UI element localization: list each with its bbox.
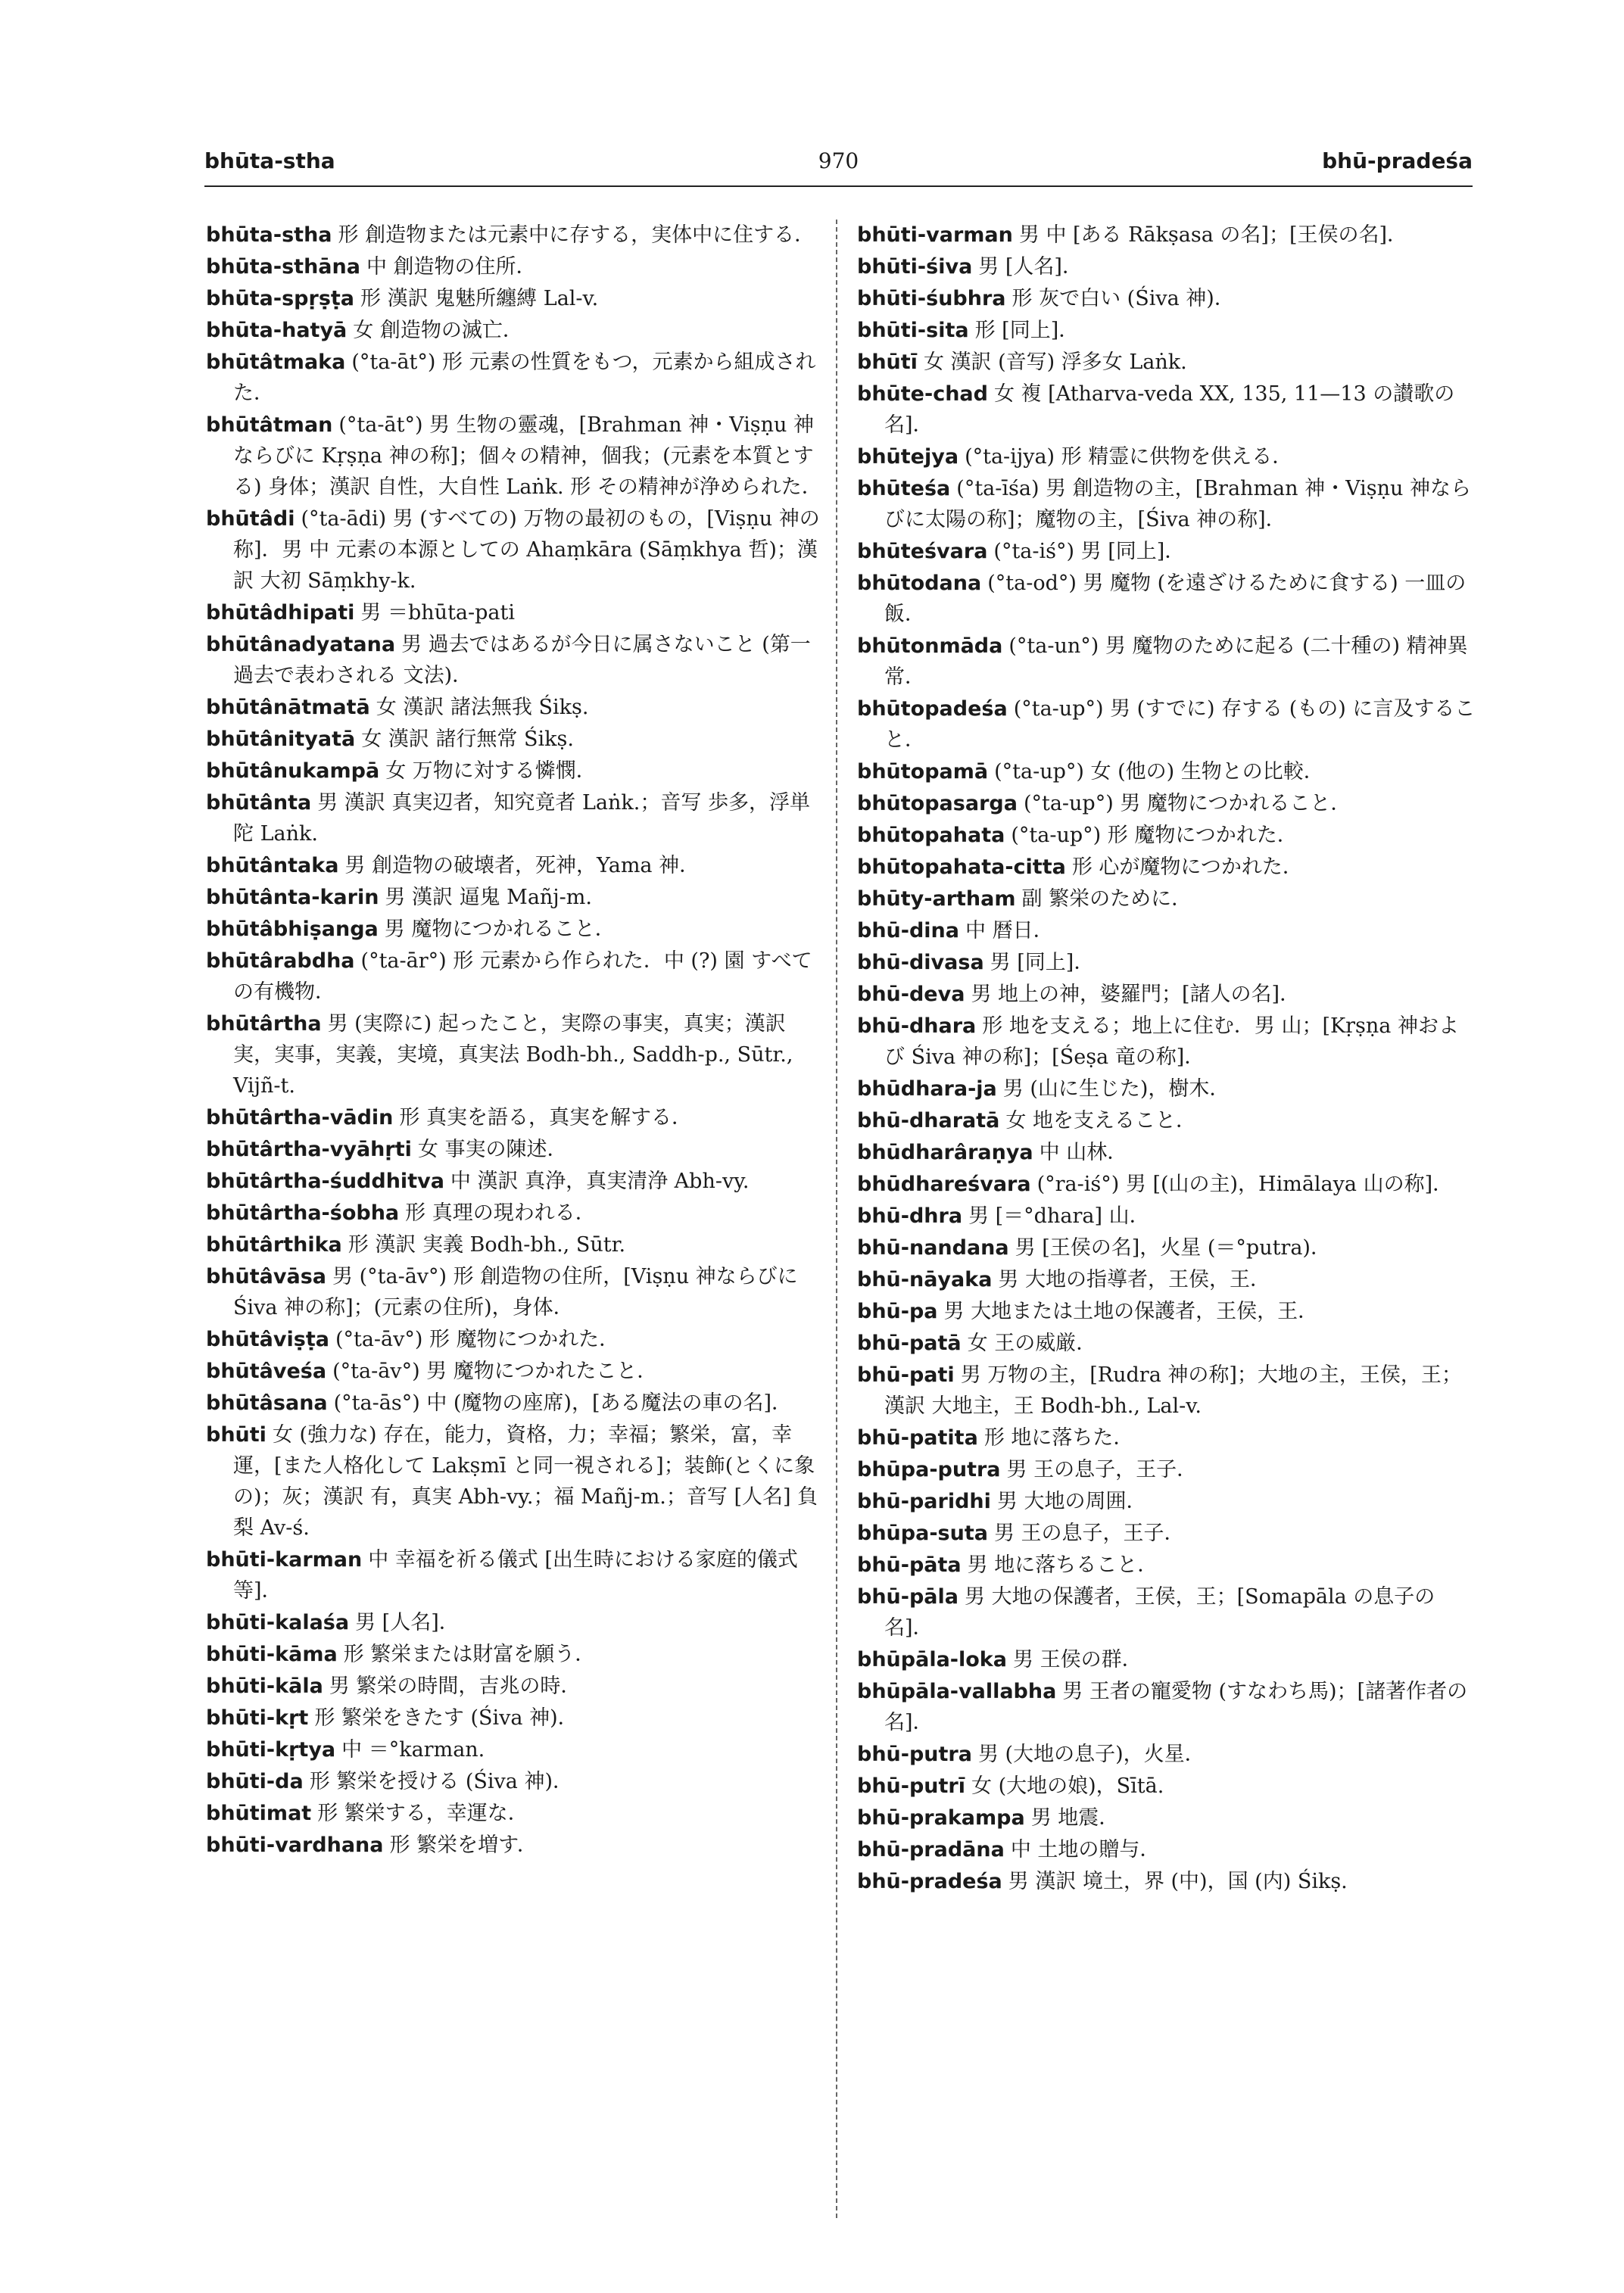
dictionary-entry bbox=[857, 1073, 1478, 1104]
dictionary-entry bbox=[206, 1766, 827, 1797]
dictionary-entry bbox=[857, 915, 1478, 946]
dictionary-entry bbox=[206, 946, 827, 1008]
dictionary-entry bbox=[206, 1703, 827, 1734]
entry-headword: bhūdharâraṇya bbox=[857, 1141, 1033, 1164]
entry-headword: bhūtâsana bbox=[206, 1391, 328, 1415]
entry-headword: bhūdhareśvara bbox=[857, 1173, 1031, 1196]
entry-headword: bhūtī bbox=[857, 350, 918, 374]
entry-headword: bhū-dhra bbox=[857, 1204, 963, 1228]
entry-definition: 男 地に落ちること． bbox=[967, 1553, 1158, 1577]
entry-definition: 男 王の息子，王子． bbox=[1006, 1458, 1198, 1481]
entry-headword: bhūtimat bbox=[206, 1802, 312, 1825]
dictionary-entry bbox=[206, 1830, 827, 1861]
entry-headword: bhūtodana bbox=[857, 572, 982, 595]
entry-headword: bhūte-chad bbox=[857, 382, 988, 406]
dictionary-entry bbox=[857, 820, 1478, 851]
entry-definition: (°ta-up°) 男 魔物につかれること． bbox=[1023, 792, 1351, 815]
entry-definition: 形 繁栄を増す． bbox=[389, 1833, 538, 1857]
entry-headword: bhūtântaka bbox=[206, 854, 339, 877]
left-column bbox=[206, 220, 827, 1862]
dictionary-entry bbox=[857, 1264, 1478, 1295]
entry-definition: (°ta-un°) 男 魔物のために起る (二十種の) 精神異常． bbox=[884, 634, 1468, 689]
page-number: 970 bbox=[818, 148, 859, 173]
entry-definition: 女 漢訳 諸法無我 Śikṣ. bbox=[376, 696, 589, 719]
dictionary-entry bbox=[206, 220, 827, 251]
entry-definition: 男 魔物につかれること． bbox=[384, 918, 616, 941]
entry-definition: 男 [同上]． bbox=[990, 951, 1095, 974]
entry-definition: 男 漢訳 逼鬼 Mañj-m. bbox=[385, 886, 592, 909]
entry-definition: 副 繁栄のために． bbox=[1021, 887, 1192, 911]
dictionary-entry bbox=[857, 1454, 1478, 1485]
dictionary-entry bbox=[206, 315, 827, 346]
entry-headword: bhūtâviṣṭa bbox=[206, 1328, 329, 1351]
entry-definition: 女 漢訳 (音写) 浮多女 Laṅk. bbox=[923, 350, 1187, 374]
entry-definition: 男 [人名]． bbox=[355, 1611, 460, 1634]
entry-definition: 形 繁栄する，幸運な． bbox=[317, 1802, 528, 1825]
entry-definition: 男 地震． bbox=[1030, 1806, 1120, 1830]
entry-definition: 形 地を支える；地上に住む．男 山；[Kṛṣṇa 神および Śiva 神の称]；[Śeṣa 竜の称]． bbox=[884, 1014, 1459, 1069]
dictionary-entry bbox=[206, 1166, 827, 1197]
dictionary-entry bbox=[206, 1544, 827, 1606]
entry-definition: (°ta-āv°) 男 魔物につかれたこと． bbox=[332, 1360, 658, 1383]
dictionary-entry bbox=[857, 347, 1478, 378]
entry-definition: 形 繁栄を授ける (Śiva 神)． bbox=[309, 1770, 573, 1793]
entry-headword: bhūpa-suta bbox=[857, 1522, 988, 1545]
entry-headword: bhūti-varman bbox=[857, 223, 1013, 247]
entry-definition: 中 幸福を祈る儀式 [出生時における家庭的儀式等]． bbox=[233, 1548, 798, 1603]
entry-definition: 中 漢訳 真浄，真実清浄 Abh-vy. bbox=[450, 1170, 750, 1193]
dictionary-entry bbox=[206, 410, 827, 503]
dictionary-entry bbox=[206, 1008, 827, 1101]
guide-word-left: bhūta-stha bbox=[204, 148, 335, 173]
dictionary-entry bbox=[857, 473, 1478, 535]
entry-headword: bhū-dina bbox=[857, 919, 959, 942]
right-column bbox=[857, 220, 1478, 1898]
entry-headword: bhūti bbox=[206, 1423, 267, 1447]
dictionary-entry bbox=[857, 441, 1478, 472]
entry-headword: bhūtâvāsa bbox=[206, 1265, 327, 1288]
dictionary-entry bbox=[857, 1866, 1478, 1897]
entry-definition: 女 創造物の滅亡． bbox=[353, 319, 523, 342]
entry-definition: 男 大地の保護者，王侯，王；[Somapāla の息子の名]． bbox=[884, 1585, 1435, 1640]
entry-definition: 中 山林． bbox=[1039, 1141, 1128, 1164]
entry-definition: 形 繁栄または財富を願う． bbox=[343, 1643, 596, 1666]
entry-headword: bhūpāla-vallabha bbox=[857, 1680, 1057, 1703]
entry-headword: bhūdhara-ja bbox=[857, 1077, 997, 1101]
entry-headword: bhū-paridhi bbox=[857, 1490, 991, 1513]
entry-headword: bhūtânātmatā bbox=[206, 696, 370, 719]
entry-definition: 中 創造物の住所． bbox=[366, 255, 537, 279]
dictionary-entry bbox=[857, 283, 1478, 314]
dictionary-entry bbox=[857, 1834, 1478, 1865]
entry-definition: 男 大地の周囲． bbox=[996, 1490, 1147, 1513]
dictionary-entry bbox=[206, 347, 827, 409]
entry-definition: (°ta-up°) 形 魔物につかれた． bbox=[1011, 824, 1298, 847]
dictionary-entry bbox=[206, 1734, 827, 1765]
entry-headword: bhūtânta bbox=[206, 791, 312, 815]
entry-headword: bhūtâveśa bbox=[206, 1360, 327, 1383]
entry-headword: bhū-pradeśa bbox=[857, 1870, 1002, 1893]
entry-definition: 男 [＝°dhara] 山． bbox=[968, 1204, 1150, 1228]
entry-definition: 女 (大地の娘)，Sītā. bbox=[971, 1774, 1164, 1798]
entry-definition: 男 地上の神，婆羅門；[諸人の名]． bbox=[971, 983, 1301, 1006]
entry-definition: 女 万物に対する憐憫． bbox=[385, 759, 597, 783]
dictionary-entry bbox=[857, 631, 1478, 693]
entry-headword: bhūtâbhiṣanga bbox=[206, 918, 379, 941]
dictionary-entry bbox=[206, 756, 827, 787]
entry-headword: bhū-dhara bbox=[857, 1014, 977, 1038]
entry-headword: bhūti-kāma bbox=[206, 1643, 338, 1666]
entry-headword: bhūta-hatyā bbox=[206, 319, 348, 342]
entry-definition: 男 [王侯の名]，火星 (＝°putra)． bbox=[1015, 1236, 1331, 1260]
dictionary-entry bbox=[206, 283, 827, 314]
dictionary-entry bbox=[857, 568, 1478, 630]
dictionary-entry bbox=[857, 1739, 1478, 1770]
dictionary-entry bbox=[857, 220, 1478, 251]
entry-headword: bhū-prakampa bbox=[857, 1806, 1025, 1830]
entry-headword: bhūtânadyatana bbox=[206, 633, 396, 656]
entry-headword: bhūtânukampā bbox=[206, 759, 380, 783]
entry-headword: bhūtejya bbox=[857, 445, 959, 469]
entry-definition: 男 (山に生じた)，樹木． bbox=[1002, 1077, 1230, 1101]
dictionary-entry bbox=[857, 883, 1478, 914]
entry-headword: bhūtopasarga bbox=[857, 792, 1018, 815]
dictionary-entry bbox=[206, 882, 827, 913]
dictionary-entry bbox=[857, 1802, 1478, 1833]
entry-headword: bhūtopamā bbox=[857, 760, 989, 784]
entry-headword: bhūtârtha-vādin bbox=[206, 1106, 394, 1129]
entry-definition: 男 王侯の群． bbox=[1012, 1648, 1142, 1671]
dictionary-entry bbox=[206, 1639, 827, 1670]
entry-definition: 女 事実の陳述． bbox=[417, 1138, 568, 1161]
entry-headword: bhū-pradāna bbox=[857, 1838, 1005, 1862]
entry-definition: 男 大地または土地の保護者，王侯，王． bbox=[943, 1300, 1319, 1323]
dictionary-entry bbox=[857, 1644, 1478, 1675]
entry-definition: (°ra-iś°) 男 [(山の主)，Himālaya 山の称]． bbox=[1036, 1173, 1454, 1196]
column-divider bbox=[836, 220, 837, 2218]
dictionary-entry bbox=[206, 1671, 827, 1702]
dictionary-entry bbox=[857, 1360, 1478, 1422]
entry-definition: 男 漢訳 境土，界 (中)，国 (内) Śikṣ. bbox=[1008, 1870, 1348, 1893]
entry-definition: 男 中 [ある Rākṣasa の名]；[王侯の名]． bbox=[1018, 223, 1408, 247]
entry-definition: 形 真理の現われる． bbox=[405, 1201, 596, 1225]
entry-headword: bhū-divasa bbox=[857, 951, 984, 974]
entry-headword: bhū-putra bbox=[857, 1743, 972, 1766]
dictionary-entry bbox=[857, 1550, 1478, 1581]
entry-headword: bhūtâtmaka bbox=[206, 350, 346, 374]
entry-definition: 女 複 [Atharva-veda XX, 135, 11—13 の讃歌の名]． bbox=[884, 382, 1455, 437]
entry-definition: 女 漢訳 諸行無常 Śikṣ. bbox=[361, 727, 574, 751]
entry-definition: (°ta-ādi) 男 (すべての) 万物の最初のもの，[Viṣṇu 神の称]．男 中 元素の本源としての Ahaṃkāra (Sāṃkhya 哲)；漢訳 大初 Sāṃkhy-k. bbox=[233, 507, 820, 593]
dictionary-entry bbox=[857, 1169, 1478, 1200]
entry-headword: bhūti-da bbox=[206, 1770, 304, 1793]
dictionary-entry bbox=[857, 1771, 1478, 1802]
entry-headword: bhūteśa bbox=[857, 477, 951, 500]
entry-definition: 男 王の息子，王子． bbox=[993, 1522, 1185, 1545]
entry-headword: bhūti-kalaśa bbox=[206, 1611, 350, 1634]
dictionary-entry bbox=[857, 979, 1478, 1010]
entry-definition: 男 (°ta-āv°) 形 創造物の住所，[Viṣṇu 神ならびに Śiva 神の称]；(元素の住所)，身体． bbox=[233, 1265, 798, 1319]
entry-headword: bhūty-artham bbox=[857, 887, 1016, 911]
entry-headword: bhūti-vardhana bbox=[206, 1833, 384, 1857]
entry-headword: bhūti-sita bbox=[857, 319, 969, 342]
entry-headword: bhūtânta-karin bbox=[206, 886, 379, 909]
running-head bbox=[204, 148, 1473, 182]
entry-definition: 形 漢訳 鬼魅所纏縛 Lal-v. bbox=[360, 287, 599, 310]
entry-definition: 形 繁栄をきたす (Śiva 神)． bbox=[314, 1706, 578, 1730]
entry-definition: 男 (実際に) 起ったこと，実際の事実，真実；漢訳 実，実事，実義，実境，真実法 Bodh-bh., Saddh-p., Sūtr., Vijñ-t. bbox=[233, 1012, 793, 1098]
entry-definition: 形 創造物または元素中に存する，実体中に住する． bbox=[338, 223, 815, 247]
entry-headword: bhūtopadeśa bbox=[857, 697, 1008, 721]
entry-definition: 男 創造物の破壊者，死神，Yama 神． bbox=[344, 854, 700, 877]
entry-definition: 女 王の威厳． bbox=[967, 1332, 1097, 1355]
dictionary-entry bbox=[206, 503, 827, 597]
entry-definition: 男 繁栄の時間，吉兆の時． bbox=[329, 1675, 581, 1698]
entry-headword: bhūtânityatā bbox=[206, 727, 356, 751]
header-rule bbox=[204, 185, 1473, 187]
dictionary-entry bbox=[857, 251, 1478, 282]
entry-headword: bhūtârtha-śobha bbox=[206, 1201, 400, 1225]
entry-headword: bhū-nāyaka bbox=[857, 1268, 993, 1291]
entry-definition: 男 (大地の息子)，火星． bbox=[977, 1743, 1205, 1766]
dictionary-entry bbox=[206, 251, 827, 282]
dictionary-entry bbox=[857, 1105, 1478, 1136]
entry-headword: bhū-pa bbox=[857, 1300, 938, 1323]
entry-definition: 形 [同上]． bbox=[974, 319, 1080, 342]
dictionary-entry bbox=[206, 629, 827, 691]
entry-definition: 男 ＝bhūta-pati bbox=[360, 601, 516, 625]
entry-definition: 形 灰で白い (Śiva 神)． bbox=[1011, 287, 1235, 310]
dictionary-entry bbox=[857, 852, 1478, 883]
entry-definition: (°ta-up°) 男 (すでに) 存する (もの) に言及すること． bbox=[884, 697, 1476, 752]
dictionary-entry bbox=[857, 1201, 1478, 1232]
entry-definition: 中 土地の贈与． bbox=[1010, 1838, 1161, 1862]
dictionary-entry bbox=[206, 850, 827, 881]
entry-definition: 男 大地の指導者，王侯，王． bbox=[998, 1268, 1271, 1291]
entry-definition: (°ta-āt°) 形 元素の性質をもつ，元素から組成された． bbox=[233, 350, 816, 405]
entry-headword: bhūti-kṛtya bbox=[206, 1738, 336, 1762]
entry-headword: bhūtârtha bbox=[206, 1012, 322, 1036]
entry-headword: bhūtâdi bbox=[206, 507, 295, 531]
dictionary-entry bbox=[206, 1102, 827, 1133]
dictionary-entry bbox=[206, 1798, 827, 1829]
dictionary-entry bbox=[857, 1486, 1478, 1517]
entry-headword: bhūti-śubhra bbox=[857, 287, 1006, 310]
dictionary-entry bbox=[206, 597, 827, 628]
entry-headword: bhū-pāta bbox=[857, 1553, 962, 1577]
entry-headword: bhūpa-putra bbox=[857, 1458, 1001, 1481]
dictionary-entry bbox=[857, 693, 1478, 756]
dictionary-entry bbox=[206, 1419, 827, 1544]
dictionary-entry bbox=[206, 724, 827, 755]
dictionary-entry bbox=[206, 1607, 827, 1638]
entry-definition: (°ta-up°) 女 (他の) 生物との比較． bbox=[994, 760, 1324, 784]
entry-definition: (°ta-ās°) 中 (魔物の座席)，[ある魔法の車の名]． bbox=[333, 1391, 793, 1415]
dictionary-entry bbox=[206, 1134, 827, 1165]
entry-definition: 中 ＝°karman. bbox=[341, 1738, 485, 1762]
entry-definition: 男 万物の主，[Rudra 神の称]；大地の主，王侯，王；漢訳 大地主，王 Bodh-bh., Lal-v. bbox=[884, 1363, 1462, 1418]
entry-headword: bhū-patā bbox=[857, 1332, 962, 1355]
entry-headword: bhū-nandana bbox=[857, 1236, 1009, 1260]
entry-definition: 中 暦日． bbox=[965, 919, 1054, 942]
dictionary-entry bbox=[857, 1328, 1478, 1359]
entry-definition: (°ta-īśa) 男 創造物の主，[Brahman 神・Viṣṇu 神ならびに太陽の称]；魔物の主，[Śiva 神の称]． bbox=[884, 477, 1471, 531]
entry-headword: bhūtârabdha bbox=[206, 949, 355, 973]
dictionary-entry bbox=[857, 1011, 1478, 1073]
entry-headword: bhūtârthika bbox=[206, 1233, 342, 1257]
dictionary-entry bbox=[857, 379, 1478, 441]
dictionary-entry bbox=[857, 1422, 1478, 1453]
entry-headword: bhūti-kṛt bbox=[206, 1706, 309, 1730]
entry-definition: 形 心が魔物につかれた． bbox=[1071, 855, 1303, 879]
dictionary-entry bbox=[857, 788, 1478, 819]
entry-headword: bhū-dharatā bbox=[857, 1109, 1000, 1132]
entry-definition: 形 漢訳 実義 Bodh-bh., Sūtr. bbox=[348, 1233, 626, 1257]
entry-headword: bhūta-stha bbox=[206, 223, 332, 247]
entry-definition: (°ta-āv°) 形 魔物につかれた． bbox=[335, 1328, 620, 1351]
dictionary-entry bbox=[857, 947, 1478, 978]
entry-definition: 女 (強力な) 存在，能力，資格，力；幸福；繁栄，富，幸運，[また人格化して Lakṣmī と同一視される]；装飾(とくに象の)；灰；漢訳 有，真実 Abh-vy.；福 Mañj-m.；音写 [人名] 負梨 Av-ś. bbox=[233, 1423, 818, 1540]
entry-definition: (°ta-ijya) 形 精霊に供物を供える． bbox=[965, 445, 1293, 469]
entry-definition: (°ta-ār°) 形 元素から作られた．中 (?) 園 すべての有機物． bbox=[233, 949, 812, 1004]
entry-definition: 男 過去ではあるが今日に属さないこと (第一過去で表わされる 文法)． bbox=[233, 633, 811, 687]
entry-definition: (°ta-od°) 男 魔物 (を遠ざけるために食する) 一皿の飯． bbox=[884, 572, 1467, 626]
dictionary-entry bbox=[206, 1356, 827, 1387]
dictionary-entry bbox=[857, 756, 1478, 787]
dictionary-entry bbox=[206, 1261, 827, 1323]
entry-headword: bhū-deva bbox=[857, 983, 965, 1006]
entry-definition: 女 地を支えること． bbox=[1005, 1109, 1197, 1132]
entry-headword: bhū-patita bbox=[857, 1426, 978, 1450]
dictionary-entry bbox=[206, 1198, 827, 1229]
entry-headword: bhūtâtman bbox=[206, 413, 333, 437]
entry-definition: (°ta-iś°) 男 [同上]． bbox=[993, 540, 1186, 563]
entry-headword: bhū-pāla bbox=[857, 1585, 959, 1609]
dictionary-entry bbox=[206, 1388, 827, 1419]
entry-headword: bhūta-spṛṣṭa bbox=[206, 287, 355, 310]
entry-headword: bhū-pati bbox=[857, 1363, 955, 1387]
entry-headword: bhūti-kāla bbox=[206, 1675, 323, 1698]
entry-definition: (°ta-āt°) 男 生物の靈魂，[Brahman 神・Viṣṇu 神ならびに Kṛṣṇa 神の称]；個々の精神，個我；(元素を本質とする) 身体；漢訳 自性，大自性 Laṅk. 形 その精神が浄められた． bbox=[233, 413, 822, 499]
entry-headword: bhūti-śiva bbox=[857, 255, 973, 279]
dictionary-entry bbox=[206, 1324, 827, 1355]
entry-definition: 男 漢訳 真実辺者，知究竟者 Laṅk.；音写 歩多，浮単陀 Laṅk. bbox=[233, 791, 810, 846]
entry-headword: bhūtârtha-śuddhitva bbox=[206, 1170, 444, 1193]
entry-definition: 形 真実を語る，真実を解する． bbox=[399, 1106, 692, 1129]
entry-definition: 男 王者の寵愛物 (すなわち馬)；[諸著作者の名]． bbox=[884, 1680, 1468, 1734]
entry-headword: bhūta-sthāna bbox=[206, 255, 360, 279]
guide-word-right: bhū-pradeśa bbox=[1322, 148, 1473, 173]
entry-headword: bhūtârtha-vyāhṛti bbox=[206, 1138, 412, 1161]
entry-definition: 男 [人名]． bbox=[978, 255, 1083, 279]
dictionary-entry bbox=[206, 787, 827, 849]
entry-headword: bhū-putrī bbox=[857, 1774, 966, 1798]
entry-headword: bhūteśvara bbox=[857, 540, 988, 563]
entry-definition: 形 地に落ちた． bbox=[983, 1426, 1134, 1450]
dictionary-entry bbox=[857, 315, 1478, 346]
entry-headword: bhūpāla-loka bbox=[857, 1648, 1007, 1671]
dictionary-entry bbox=[857, 1232, 1478, 1263]
entry-headword: bhūti-karman bbox=[206, 1548, 363, 1572]
dictionary-entry bbox=[857, 1518, 1478, 1549]
entry-headword: bhūtopahata-citta bbox=[857, 855, 1066, 879]
dictionary-entry bbox=[857, 1581, 1478, 1643]
entry-headword: bhūtonmāda bbox=[857, 634, 1003, 658]
dictionary-entry bbox=[206, 692, 827, 723]
entry-headword: bhūtopahata bbox=[857, 824, 1005, 847]
dictionary-entry bbox=[857, 1296, 1478, 1327]
dictionary-entry bbox=[206, 1229, 827, 1260]
dictionary-entry bbox=[857, 1676, 1478, 1738]
dictionary-entry bbox=[857, 1137, 1478, 1168]
entry-headword: bhūtâdhipati bbox=[206, 601, 355, 625]
dictionary-entry bbox=[206, 914, 827, 945]
dictionary-entry bbox=[857, 536, 1478, 567]
